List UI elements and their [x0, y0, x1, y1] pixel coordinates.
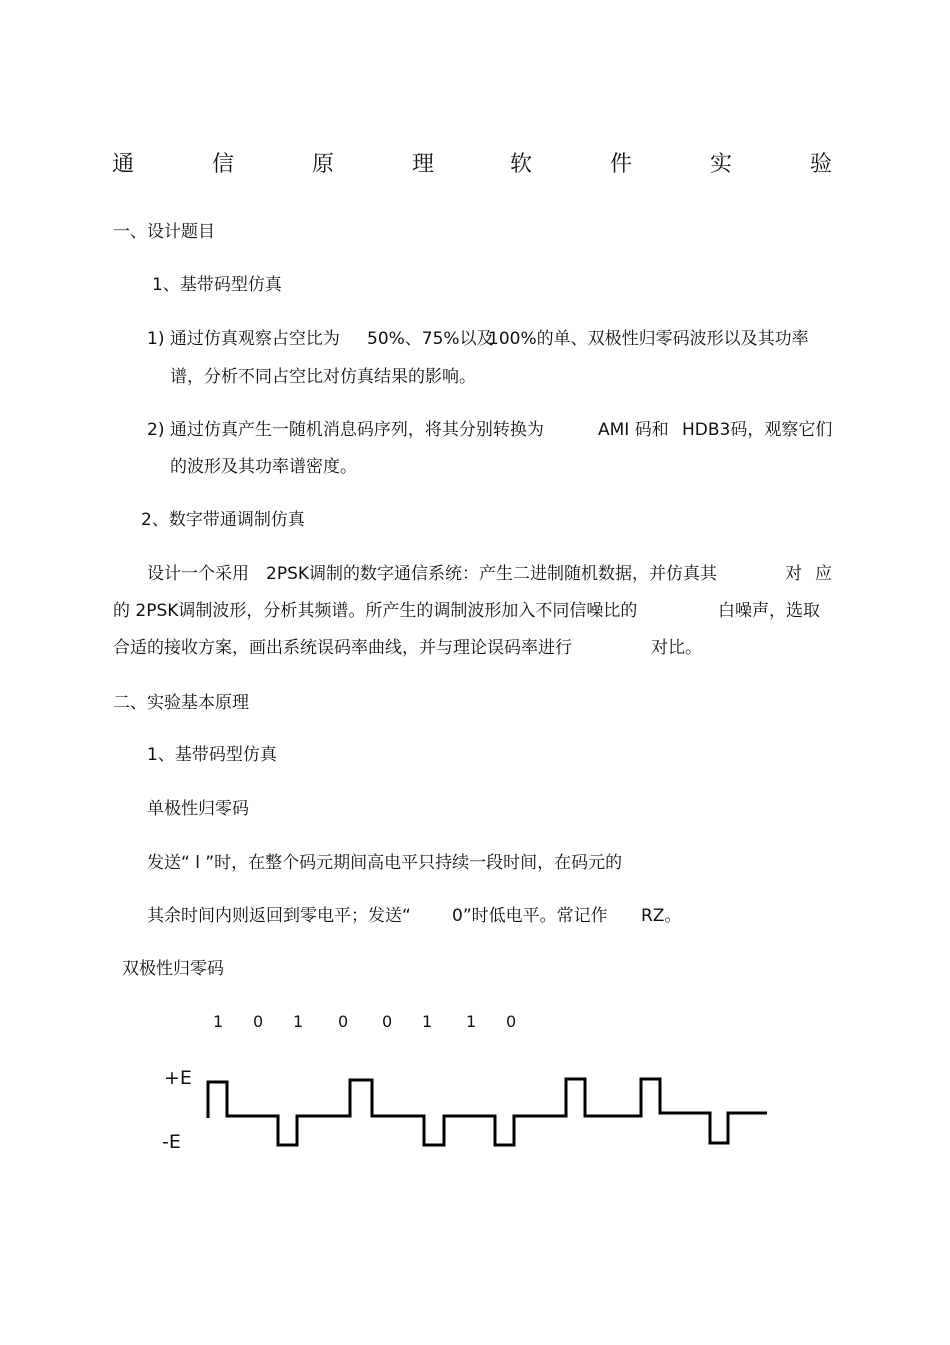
section-heading-1: 一、设计题目	[113, 222, 215, 242]
bit-label: 0	[506, 1012, 517, 1031]
para2-part-b: 白噪声，选取	[718, 601, 820, 621]
item2-line2: 的波形及其功率谱密度。	[170, 457, 357, 477]
item1-line1-part-c: 100%的单、双极性归零码波形以及其功率	[488, 329, 809, 349]
item1-line1-part-a: 1) 通过仿真观察占空比为	[147, 329, 340, 349]
bit-label: 0	[253, 1012, 264, 1031]
unipolar-desc-line1: 发送“ l ”时，在整个码元期间高电平只持续一段时间，在码元的	[147, 853, 623, 873]
waveform-trace	[208, 1079, 767, 1145]
subsection-heading-baseband: 1、基带码型仿真	[152, 275, 282, 295]
bit-label: 1	[422, 1012, 433, 1031]
title-char: 理	[412, 152, 435, 177]
title-char: 信	[212, 152, 235, 177]
bit-label: 0	[338, 1012, 349, 1031]
item2-line1-part-b: AMI 码和	[598, 420, 669, 440]
title-char: 件	[610, 152, 633, 177]
para3-part-b: 对比。	[651, 638, 702, 658]
unipolar-desc-line2-part-b: 0”时低电平。常记作	[452, 906, 608, 926]
para3-part-a: 合适的接收方案，画出系统误码率曲线，并与理论误码率进行	[113, 638, 572, 658]
para1-part-b: 2PSK调制的数字通信系统：产生二进制随机数据，并仿真其	[266, 564, 718, 584]
unipolar-desc-line2-part-c: RZ。	[641, 906, 682, 926]
item1-line2: 谱，分析不同占空比对仿真结果的影响。	[170, 367, 476, 387]
item1-line1-part-b: 50%、75%以及	[367, 329, 494, 349]
para1-part-d: 应	[815, 564, 832, 584]
title-char: 软	[510, 152, 533, 177]
unipolar-title: 单极性归零码	[147, 799, 249, 819]
bit-label: 0	[382, 1012, 393, 1031]
bit-label: 1	[293, 1012, 304, 1031]
item2-line1-part-a: 2) 通过仿真产生一随机消息码序列，将其分别转换为	[147, 420, 544, 440]
para2-part-a: 的 2PSK调制波形，分析其频谱。所产生的调制波形加入不同信噪比的	[113, 601, 638, 621]
section-heading-2: 二、实验基本原理	[113, 693, 249, 713]
title-char: 通	[112, 152, 135, 177]
minus-e-label: -E	[162, 1131, 181, 1153]
bipolar-title: 双极性归零码	[122, 959, 224, 979]
item2-line1-part-c: HDB3码，观察它们	[682, 420, 833, 440]
title-char: 实	[710, 152, 733, 177]
bit-label: 1	[466, 1012, 477, 1031]
title-char: 原	[312, 152, 335, 177]
bit-label: 1	[213, 1012, 224, 1031]
plus-e-label: +E	[164, 1067, 192, 1089]
para1-part-c: 对	[785, 564, 802, 584]
subsection-heading-baseband-2: 1、基带码型仿真	[147, 745, 277, 765]
unipolar-desc-line2-part-a: 其余时间内则返回到零电平；发送“	[147, 906, 411, 926]
title-char: 验	[810, 152, 833, 177]
subsection-heading-bandpass: 2、数字带通调制仿真	[141, 510, 305, 530]
para1-part-a: 设计一个采用	[147, 564, 249, 584]
